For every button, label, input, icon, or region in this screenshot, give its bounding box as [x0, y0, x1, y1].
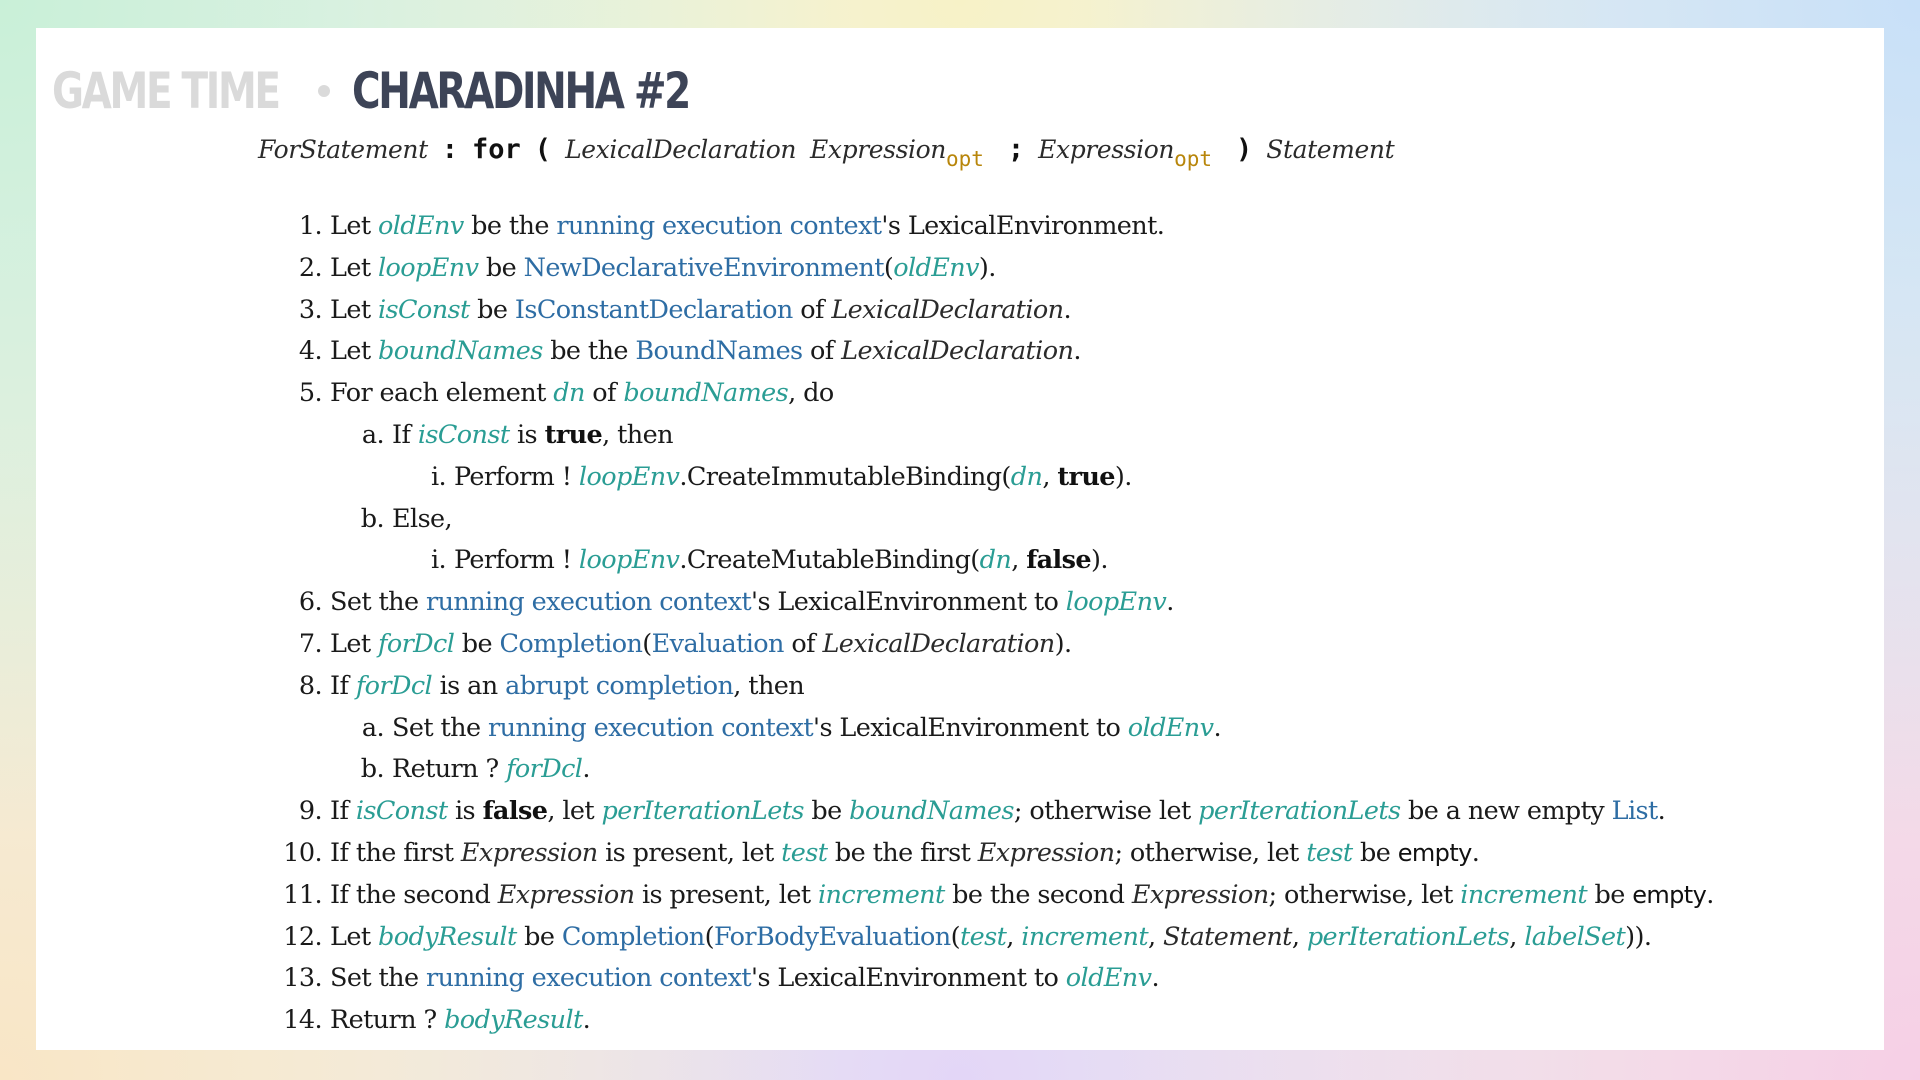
step-text-run: is an [432, 670, 506, 701]
variable-ref: oldEnv [893, 252, 979, 283]
step-text-run: , do [788, 378, 834, 409]
spec-link[interactable]: Completion [499, 628, 643, 659]
step-text [330, 582, 1174, 624]
step-text-run: be the second [944, 879, 1132, 910]
algorithm-step [278, 917, 1838, 959]
step-text-run: If [330, 796, 356, 827]
variable-ref: isConst [417, 419, 510, 450]
step-text [330, 373, 834, 415]
spec-link[interactable]: List [1611, 796, 1658, 827]
step-number: 14. [283, 1005, 322, 1036]
step-text-run: is [509, 419, 545, 450]
bold-value: false [1026, 545, 1091, 576]
variable-ref: boundNames [377, 336, 543, 367]
step-number: 7. [298, 628, 322, 659]
algorithm-step [278, 624, 1838, 666]
step-text-run: 's LexicalEnvironment. [881, 211, 1165, 241]
step-text [330, 875, 1714, 917]
variable-ref: oldEnv [1065, 963, 1152, 994]
step-text-run: Set the [330, 963, 426, 994]
variable-ref: loopEnv [578, 461, 680, 492]
step-text-run: 's LexicalEnvironment to [813, 712, 1128, 743]
separator-dot [318, 85, 330, 97]
step-text-run: ( [704, 921, 714, 952]
step-number: 11. [283, 879, 322, 910]
variable-ref: dn [979, 545, 1012, 576]
algorithm-step [278, 290, 1838, 332]
step-text-run: .CreateMutableBinding( [679, 545, 980, 576]
step-text-run: , [1006, 921, 1022, 952]
variable-ref: forDcl [355, 670, 433, 701]
variable-ref: dn [553, 378, 585, 409]
step-text-run: , let [547, 796, 602, 827]
step-text-run: ). [1054, 628, 1072, 659]
step-text-run: For each element [330, 378, 554, 409]
step-text-run: be [478, 252, 524, 283]
step-text-run: be [454, 628, 500, 659]
step-text-run: is [447, 796, 483, 827]
step-text-run: ; otherwise, let [1268, 879, 1461, 910]
step-text-run: Perform ! [454, 545, 579, 576]
step-text-run: ; otherwise, let [1114, 837, 1307, 868]
grammar-expr1: Expression [810, 135, 946, 164]
algorithm-step [278, 666, 1838, 708]
variable-ref: bodyResult [444, 1005, 583, 1036]
spec-link[interactable]: Completion [561, 921, 705, 952]
variable-ref: perIterationLets [1306, 921, 1510, 952]
step-text-run: 's LexicalEnvironment to [751, 963, 1066, 994]
step-text [330, 206, 1164, 248]
algorithm-step [278, 373, 1838, 415]
bold-value: true [1057, 461, 1115, 492]
variable-ref: boundNames [623, 378, 789, 409]
step-text-run: , [1147, 921, 1163, 952]
grammar-expr2: Expression [1038, 135, 1175, 164]
variable-ref: test [781, 837, 828, 868]
variable-ref: increment [1460, 879, 1587, 910]
step-text-run: , [1011, 545, 1027, 576]
algorithm-step [278, 1000, 1838, 1042]
step-text-run: Return ? [392, 754, 507, 785]
spec-link[interactable]: running execution context [556, 211, 882, 241]
step-text-run: , [1291, 921, 1307, 952]
variable-ref: test [960, 921, 1007, 952]
variable-ref: increment [1021, 921, 1148, 952]
step-text-run: ; otherwise let [1013, 796, 1199, 827]
step-text-run: , [1509, 921, 1525, 952]
variable-ref: loopEnv [578, 545, 680, 576]
step-text-run: . [1151, 963, 1159, 994]
grammar-stmt: Statement [1266, 135, 1395, 164]
grammar-opt1: opt [945, 147, 984, 171]
step-text-run: ). [978, 252, 996, 283]
step-text-run: . [1657, 796, 1666, 827]
variable-ref: perIterationLets [601, 796, 804, 827]
step-text-run: , [1042, 461, 1058, 492]
step-text-run: If the first [330, 837, 461, 868]
spec-link[interactable]: IsConstantDeclaration [514, 294, 793, 325]
step-number: 1. [298, 211, 322, 241]
step-number: 10. [283, 837, 322, 868]
nonterminal: Expression [460, 837, 598, 868]
variable-ref: increment [817, 879, 945, 910]
variable-ref: bodyResult [377, 921, 517, 952]
step-text-run: Let [330, 336, 378, 367]
grammar-open-paren: ( [534, 134, 552, 165]
nonterminal: Expression [1131, 879, 1269, 910]
step-text [330, 248, 996, 290]
step-text [330, 958, 1159, 1000]
algorithm-step [278, 833, 1838, 875]
nonterminal: Expression [977, 837, 1115, 868]
step-text [392, 499, 452, 541]
step-text-run: Perform ! [454, 461, 579, 492]
variable-ref: oldEnv [377, 211, 464, 241]
grammar-semicolon: ; [1007, 134, 1025, 165]
step-text-run: is present, let [634, 879, 818, 910]
step-text-run: Let [330, 921, 378, 952]
step-number: 4. [298, 336, 322, 367]
spec-link[interactable]: running execution context [487, 712, 814, 743]
variable-ref: forDcl [506, 754, 583, 785]
step-text [392, 708, 1221, 750]
step-text-run: be [469, 294, 515, 325]
step-text-run: is present, let [597, 837, 782, 868]
algorithm-step [278, 582, 1838, 624]
step-text-run: . [1073, 336, 1081, 367]
variable-ref: test [1306, 837, 1353, 868]
step-number: 8. [298, 670, 322, 701]
nonterminal: LexicalDeclaration [841, 336, 1074, 367]
step-text-run: Set the [392, 712, 488, 743]
spec-link[interactable]: Evaluation [651, 628, 784, 659]
step-text [330, 791, 1665, 833]
algorithm-step [278, 791, 1838, 833]
grammar-for-keyword: for [472, 134, 521, 165]
step-text-run: .CreateImmutableBinding( [679, 461, 1011, 492]
step-text [392, 415, 673, 457]
variable-ref: loopEnv [377, 252, 479, 283]
grammar-decl: LexicalDeclaration [565, 135, 797, 164]
step-text [454, 457, 1132, 499]
step-text-run: 's LexicalEnvironment to [751, 587, 1066, 618]
algorithm-step [278, 206, 1838, 248]
step-text-run: be the [463, 211, 557, 241]
step-text-run: If [330, 670, 356, 701]
step-number: 12. [283, 921, 322, 952]
step-text-run: Let [330, 252, 378, 283]
step-text-run: . [1471, 837, 1480, 868]
step-text-run: of [792, 294, 832, 325]
step-text-run: If [392, 419, 418, 450]
step-text-run: be a new empty [1400, 796, 1612, 827]
spec-constant: empty [1397, 838, 1472, 867]
variable-ref: labelSet [1524, 921, 1626, 952]
algorithm-step [278, 875, 1838, 917]
step-number: i. [430, 545, 446, 576]
step-number: 6. [298, 587, 322, 618]
spec-link[interactable]: BoundNames [635, 336, 803, 367]
spec-link[interactable]: ForBodyEvaluation [713, 921, 951, 952]
step-text-run: )). [1625, 921, 1652, 952]
step-number: b. [360, 754, 384, 785]
step-text [330, 917, 1651, 959]
step-text [392, 749, 590, 791]
step-text-run: be [803, 796, 850, 827]
grammar-close-paren: ) [1236, 134, 1253, 165]
step-text-run: be [1352, 837, 1398, 868]
step-text-run: Let [330, 211, 378, 241]
algorithm-step [278, 415, 1838, 457]
step-text-run: . [582, 1005, 591, 1036]
section-label: GAME TIME [52, 62, 279, 120]
step-text [330, 666, 804, 708]
step-text-run: of [584, 378, 624, 409]
step-text [330, 1000, 590, 1042]
algorithm-step [278, 708, 1838, 750]
step-text-run: . [582, 754, 590, 785]
step-number: 3. [298, 294, 322, 325]
step-text-run: Set the [330, 587, 426, 618]
variable-ref: dn [1010, 461, 1043, 492]
step-text-run: ( [950, 921, 960, 952]
step-text-run: be [516, 921, 562, 952]
nonterminal: Statement [1163, 921, 1292, 952]
step-number: a. [361, 419, 384, 450]
step-text-run: , then [602, 419, 673, 450]
step-number: 9. [298, 796, 322, 827]
step-text-run: . [1706, 879, 1714, 910]
step-number: 2. [298, 252, 322, 283]
spec-link[interactable]: NewDeclarativeEnvironment [523, 252, 884, 283]
step-text [330, 331, 1081, 373]
step-number: 13. [283, 963, 322, 994]
grammar-colon: : [441, 134, 459, 165]
step-text-run: If the second [330, 879, 498, 910]
algorithm-step [278, 499, 1838, 541]
step-text [330, 290, 1071, 332]
algorithm-step [278, 540, 1838, 582]
step-text-run: be the [542, 336, 636, 367]
nonterminal: Expression [497, 879, 635, 910]
step-text-run: Else, [392, 503, 453, 534]
step-text-run: of [783, 628, 823, 659]
slide-title: CHARADINHA #2 [352, 62, 689, 120]
step-text [330, 833, 1479, 875]
variable-ref: forDcl [377, 628, 455, 659]
variable-ref: loopEnv [1065, 587, 1167, 618]
step-text-run: ( [642, 628, 652, 659]
bold-value: false [482, 796, 548, 827]
nonterminal: LexicalDeclaration [831, 294, 1064, 325]
step-number: b. [360, 503, 384, 534]
variable-ref: isConst [377, 294, 470, 325]
step-text-run: of [802, 336, 842, 367]
variable-ref: isConst [355, 796, 448, 827]
spec-constant: empty [1632, 880, 1707, 909]
bold-value: true [544, 419, 603, 450]
step-text-run: , then [733, 670, 805, 701]
step-text-run: . [1063, 294, 1071, 325]
step-text-run: ( [883, 252, 894, 283]
nonterminal: LexicalDeclaration [822, 628, 1055, 659]
step-number: i. [430, 461, 446, 492]
step-text-run: ). [1114, 461, 1132, 492]
step-text [454, 540, 1108, 582]
step-text-run: be the first [827, 837, 978, 868]
spec-link[interactable]: running execution context [425, 963, 752, 994]
variable-ref: perIterationLets [1198, 796, 1401, 827]
grammar-production [258, 134, 1395, 171]
algorithm-step [278, 749, 1838, 791]
algorithm-steps [278, 206, 1838, 1042]
step-text-run: Let [330, 294, 378, 325]
algorithm-step [278, 958, 1838, 1000]
step-text-run: ). [1090, 545, 1108, 576]
grammar-opt2: opt [1174, 147, 1212, 171]
algorithm-step [278, 248, 1838, 290]
variable-ref: boundNames [849, 796, 1014, 827]
step-text-run: Return ? [330, 1005, 445, 1036]
spec-link[interactable]: running execution context [425, 587, 752, 618]
step-number: 5. [298, 378, 322, 409]
step-number: a. [361, 712, 384, 743]
spec-link[interactable]: abrupt completion [505, 670, 734, 701]
step-text-run: . [1213, 712, 1221, 743]
variable-ref: oldEnv [1127, 712, 1214, 743]
slide-header [52, 46, 784, 136]
algorithm-step [278, 457, 1838, 499]
step-text-run: . [1166, 587, 1174, 618]
step-text-run: be [1586, 879, 1633, 910]
step-text [330, 624, 1071, 666]
step-text-run: Let [330, 628, 378, 659]
algorithm-step [278, 331, 1838, 373]
grammar-lhs: ForStatement [258, 135, 428, 164]
